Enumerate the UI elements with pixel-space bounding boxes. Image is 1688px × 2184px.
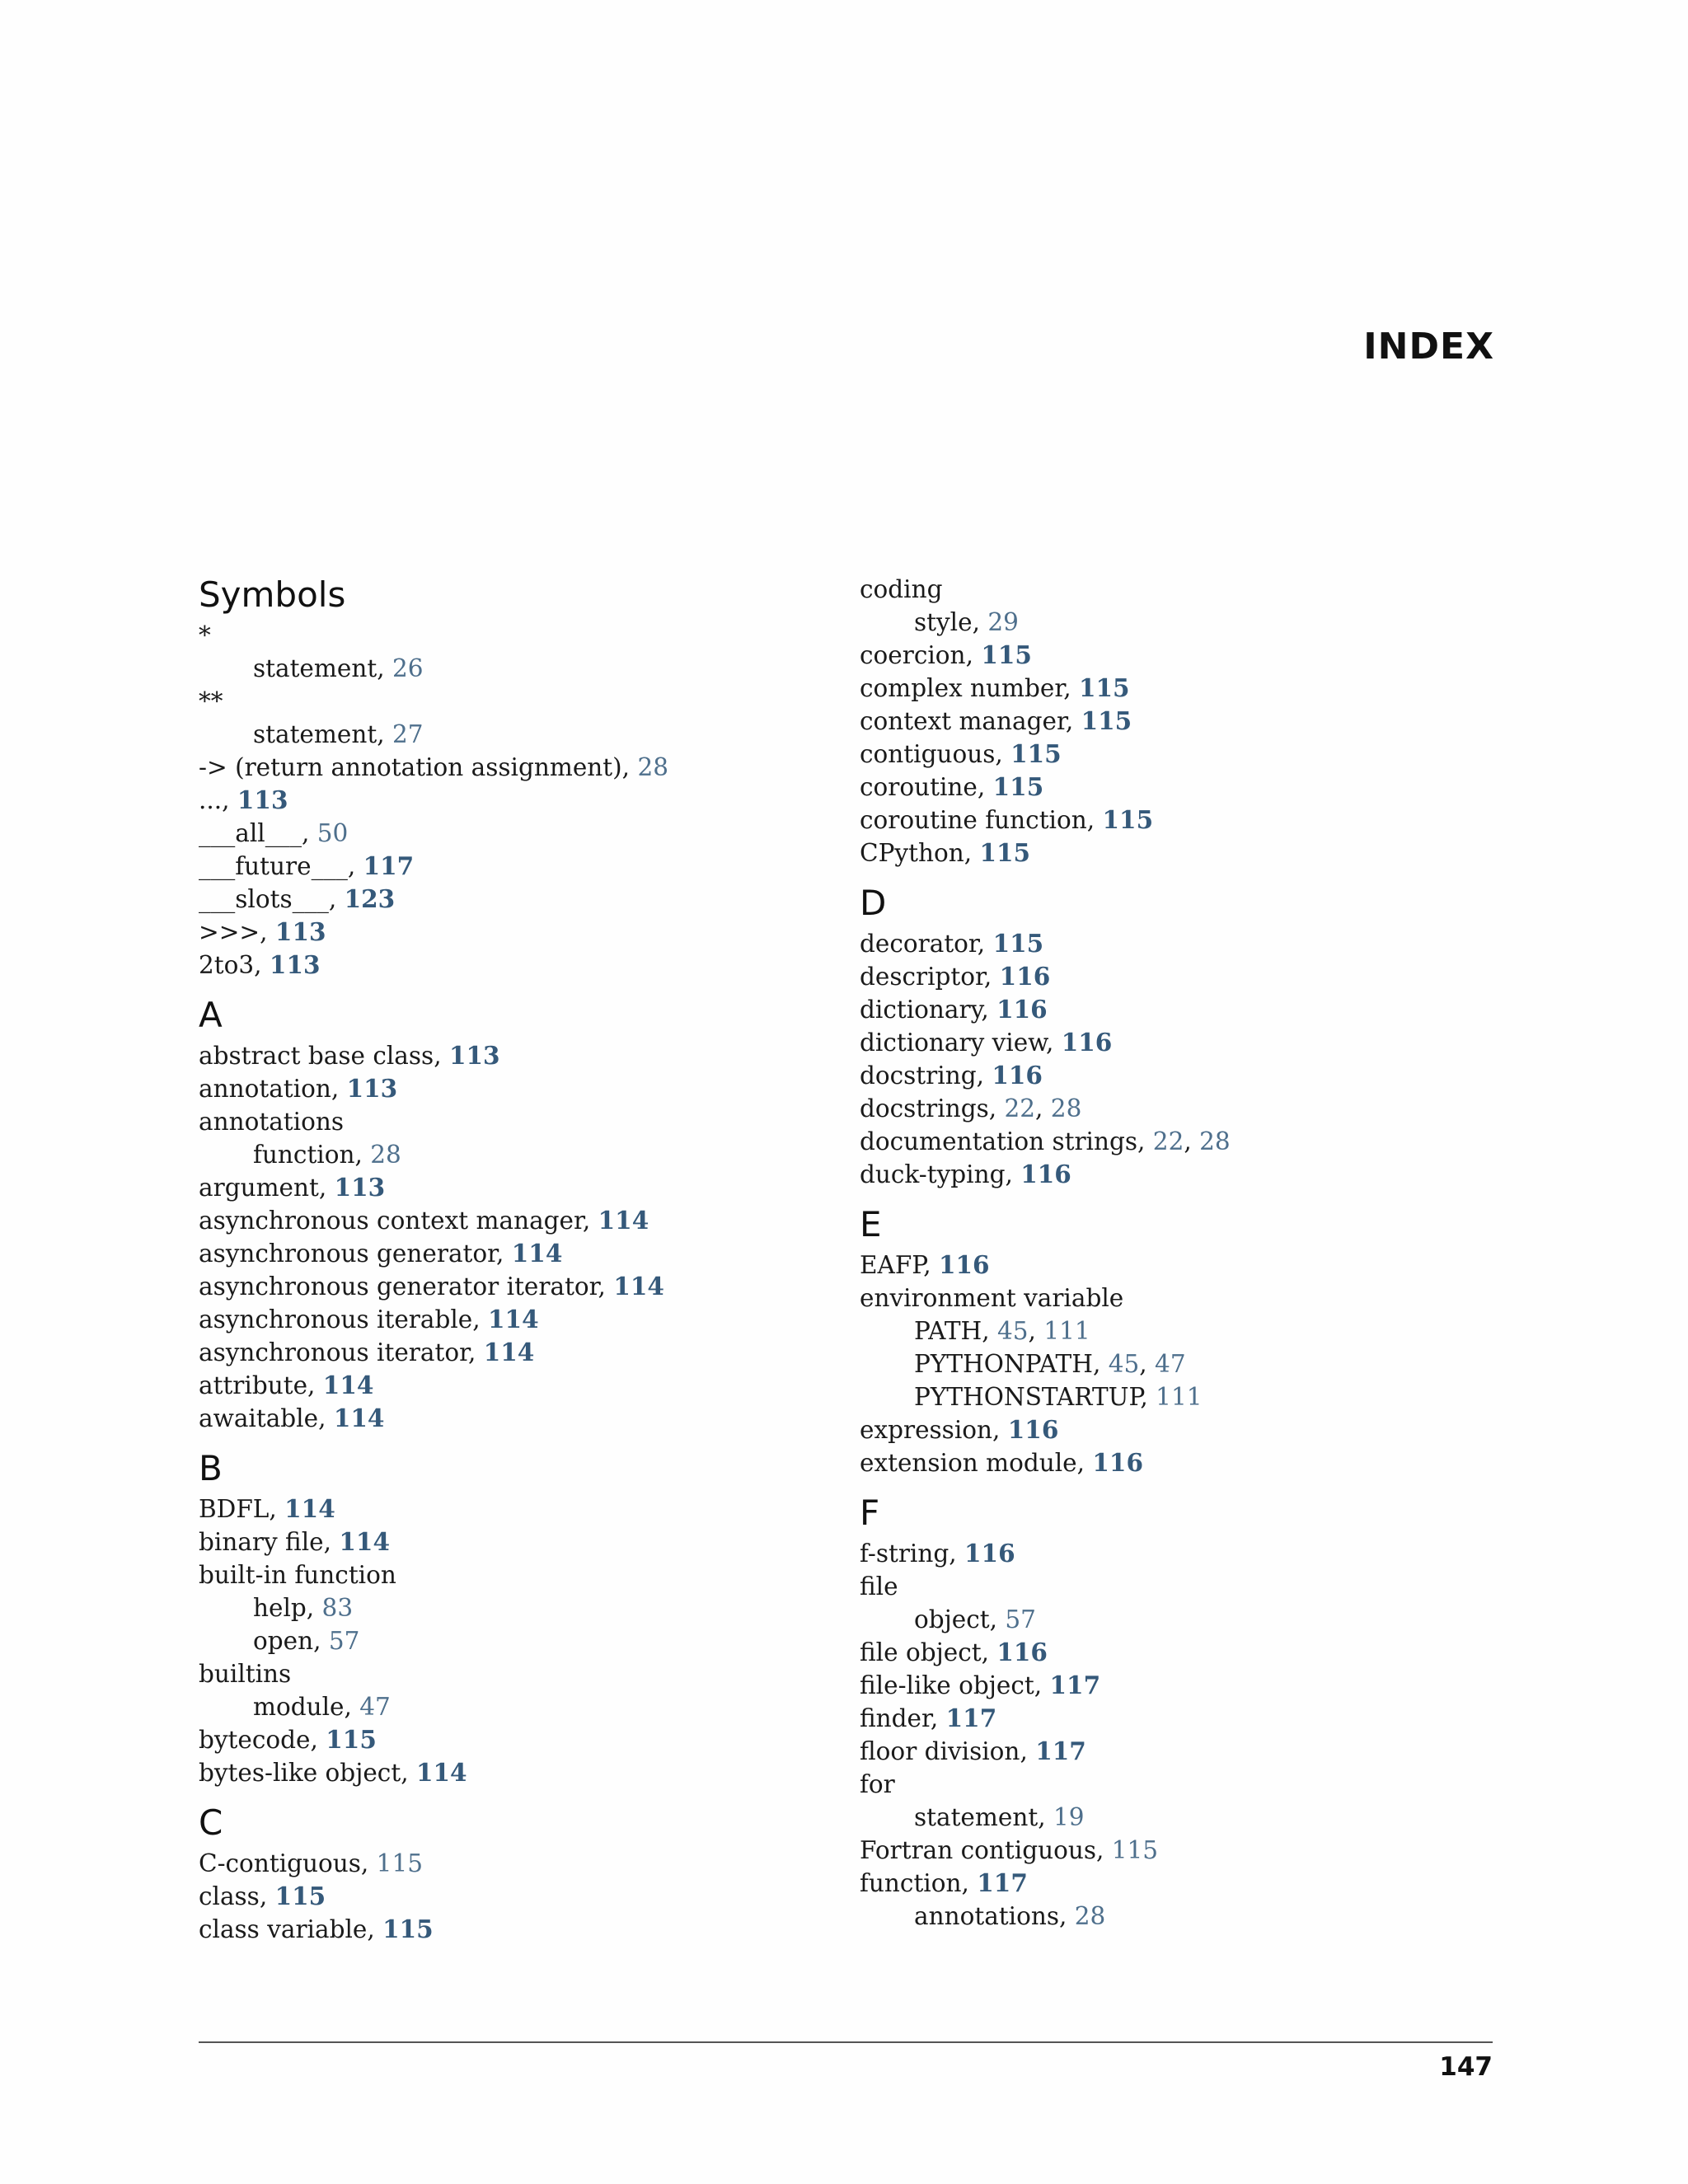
index-entry: BDFL, 114	[199, 1494, 335, 1523]
index-term: contiguous	[860, 740, 996, 768]
page-reference-link[interactable]: 115	[981, 640, 1032, 669]
page-reference-link[interactable]: 117	[363, 851, 415, 880]
index-term: statement	[253, 720, 377, 748]
index-subentry: statement, 26	[253, 654, 424, 682]
index-entry: file-like object, 117	[860, 1671, 1101, 1699]
index-term: documentation strings	[860, 1127, 1138, 1155]
index-term: PATH	[914, 1317, 982, 1345]
page-reference-link[interactable]: 115	[1102, 805, 1154, 834]
index-term: function	[860, 1869, 962, 1897]
index-term: finder	[860, 1704, 931, 1732]
index-term: bytes-like object	[199, 1759, 401, 1787]
index-term: dictionary	[860, 996, 982, 1024]
page-reference-link[interactable]: 116	[996, 1638, 1048, 1666]
page-reference-link[interactable]: 115	[376, 1849, 423, 1877]
index-entry: dictionary view, 116	[860, 1028, 1113, 1057]
index-entry: bytes-like object, 114	[199, 1758, 467, 1787]
page-reference-link[interactable]: 123	[344, 884, 396, 913]
page-reference-link[interactable]: 116	[996, 995, 1048, 1024]
index-term: asynchronous iterator	[199, 1338, 468, 1366]
page-reference-link[interactable]: 57	[1005, 1605, 1036, 1633]
page-reference-link[interactable]: 115	[992, 772, 1044, 801]
page-reference-link[interactable]: 114	[322, 1371, 374, 1399]
index-subentry: open, 57	[253, 1627, 360, 1655]
index-column-right	[860, 573, 1486, 1933]
page-reference-link[interactable]: 113	[448, 1041, 500, 1070]
index-entry: expression, 116	[860, 1415, 1059, 1444]
page-reference-link[interactable]: 114	[598, 1206, 649, 1235]
index-entry	[860, 1282, 1486, 1315]
index-entry: coroutine, 115	[860, 772, 1044, 801]
index-subentry: PYTHONSTARTUP, 111	[914, 1383, 1203, 1411]
page-title: INDEX	[1363, 326, 1494, 368]
index-term: class variable	[199, 1915, 368, 1943]
page-reference-link[interactable]: 115	[979, 838, 1031, 867]
page-reference-link[interactable]: 28	[370, 1141, 401, 1169]
page-reference-link[interactable]: 117	[977, 1868, 1028, 1897]
index-entry: bytecode, 115	[199, 1725, 377, 1754]
index-entry: -> (return annotation assignment), 28	[199, 753, 668, 781]
index-term: coercion	[860, 641, 966, 669]
index-term: descriptor	[860, 963, 984, 991]
index-term: coding	[860, 575, 943, 603]
page-reference-link[interactable]: 28	[637, 753, 668, 781]
index-term: object	[914, 1605, 990, 1633]
page-reference-link[interactable]: 22	[1152, 1127, 1184, 1155]
index-entry: asynchronous generator, 114	[199, 1239, 563, 1268]
section-heading: F	[860, 1493, 880, 1533]
index-entry	[860, 1570, 1486, 1603]
index-term: context manager	[860, 707, 1066, 735]
page-reference-link[interactable]: 28	[1199, 1127, 1231, 1155]
index-entry: coercion, 115	[860, 640, 1032, 669]
index-entry	[199, 1657, 825, 1690]
index-term: statement	[914, 1803, 1039, 1831]
index-term: ___slots___	[199, 885, 329, 913]
index-entry: finder, 117	[860, 1704, 997, 1732]
index-term: ...	[199, 786, 223, 814]
index-term: >>>	[199, 918, 260, 946]
index-term: ___all___	[199, 819, 302, 847]
index-entry: ___all___, 50	[199, 819, 349, 847]
index-entry: function, 117	[860, 1868, 1028, 1897]
index-term: asynchronous generator	[199, 1240, 497, 1268]
page-reference-link[interactable]: 115	[1010, 739, 1062, 768]
page-reference-link[interactable]: 27	[392, 720, 424, 748]
index-subentry: help, 83	[253, 1594, 354, 1622]
index-entry: Fortran contiguous, 115	[860, 1836, 1159, 1864]
section-heading: E	[860, 1204, 882, 1244]
index-subentry: annotations, 28	[914, 1902, 1106, 1930]
index-term: annotation	[199, 1075, 331, 1103]
page-reference-link[interactable]: 115	[1111, 1836, 1159, 1864]
section-heading: A	[199, 995, 223, 1035]
page-reference-link[interactable]: 22	[1004, 1094, 1036, 1122]
index-entry: asynchronous generator iterator, 114	[199, 1272, 664, 1301]
index-entry: ___slots___, 123	[199, 884, 396, 913]
index-term: class	[199, 1882, 260, 1910]
index-entry: documentation strings, 22, 28	[860, 1127, 1231, 1155]
page-reference-link[interactable]: 114	[415, 1758, 467, 1787]
page-reference-link[interactable]: 28	[1050, 1094, 1082, 1122]
page-reference-link[interactable]: 111	[1156, 1383, 1203, 1411]
index-column-left	[199, 573, 825, 1946]
page-reference-link[interactable]: 117	[945, 1704, 997, 1732]
index-term: file	[860, 1572, 898, 1601]
index-subentry: object, 57	[914, 1605, 1036, 1633]
index-entry	[199, 685, 825, 718]
index-term: decorator	[860, 930, 978, 958]
index-term: CPython	[860, 839, 964, 867]
index-entry: file object, 116	[860, 1638, 1048, 1666]
page-reference-link[interactable]: 116	[1007, 1415, 1059, 1444]
index-term: coroutine	[860, 773, 978, 801]
page-reference-link[interactable]: 50	[316, 819, 349, 847]
index-entry: complex number, 115	[860, 673, 1130, 702]
index-entry: duck-typing, 116	[860, 1160, 1071, 1188]
index-entry: decorator, 115	[860, 929, 1044, 958]
page-reference-link[interactable]: 115	[326, 1725, 377, 1754]
index-term: annotations	[199, 1108, 344, 1136]
index-term: for	[860, 1770, 895, 1798]
index-entry: asynchronous iterable, 114	[199, 1305, 539, 1333]
index-term: bytecode	[199, 1726, 311, 1754]
index-entry: floor division, 117	[860, 1736, 1086, 1765]
index-entry: class variable, 115	[199, 1915, 434, 1943]
index-entry: EAFP, 116	[860, 1250, 990, 1279]
index-entry: C-contiguous, 115	[199, 1849, 423, 1877]
index-term: duck-typing	[860, 1160, 1006, 1188]
index-term: asynchronous iterable	[199, 1305, 473, 1333]
page-reference-link[interactable]: 83	[321, 1594, 354, 1622]
index-entry	[860, 573, 1486, 606]
index-term: annotations	[914, 1902, 1059, 1930]
section-heading: Symbols	[199, 574, 346, 615]
page-reference-link[interactable]: 114	[284, 1494, 335, 1523]
page-reference-link[interactable]: 117	[1049, 1671, 1101, 1699]
index-entry: abstract base class, 113	[199, 1041, 500, 1070]
index-term: f-string	[860, 1540, 950, 1568]
page-reference-link[interactable]: 113	[269, 950, 321, 979]
page-reference-link[interactable]: 116	[964, 1539, 1015, 1568]
index-subentry: function, 28	[253, 1141, 401, 1169]
index-term: argument	[199, 1174, 319, 1202]
index-entry: CPython, 115	[860, 838, 1031, 867]
index-term: binary file	[199, 1528, 324, 1556]
index-entry: extension module, 116	[860, 1448, 1143, 1477]
index-entry: asynchronous context manager, 114	[199, 1206, 649, 1235]
index-term: environment variable	[860, 1284, 1124, 1312]
index-term: ___future___	[199, 852, 348, 880]
index-term: extension module	[860, 1449, 1077, 1477]
page-reference-link[interactable]: 116	[938, 1250, 990, 1279]
index-entry: argument, 113	[199, 1173, 386, 1202]
page-reference-link[interactable]: 116	[992, 1061, 1043, 1090]
page-reference-link[interactable]: 114	[613, 1272, 664, 1301]
section-heading: B	[199, 1448, 223, 1488]
page-reference-link[interactable]: 114	[488, 1305, 539, 1333]
page-reference-link[interactable]: 113	[346, 1074, 398, 1103]
index-term: EAFP	[860, 1251, 924, 1279]
page-reference-link[interactable]: 116	[1061, 1028, 1113, 1057]
index-term: complex number	[860, 674, 1064, 702]
index-term: asynchronous generator iterator	[199, 1272, 598, 1301]
index-entry: coroutine function, 115	[860, 805, 1154, 834]
index-term: function	[253, 1141, 355, 1169]
index-term: C-contiguous	[199, 1849, 361, 1877]
page-reference-link[interactable]: 47	[1155, 1350, 1186, 1378]
index-term: -> (return annotation assignment)	[199, 753, 622, 781]
index-subentry: PYTHONPATH, 45, 47	[914, 1350, 1186, 1378]
index-entry: attribute, 114	[199, 1371, 374, 1399]
index-term: attribute	[199, 1371, 308, 1399]
index-term: expression	[860, 1416, 993, 1444]
index-entry: dictionary, 116	[860, 995, 1048, 1024]
index-term: asynchronous context manager	[199, 1207, 583, 1235]
index-entry: context manager, 115	[860, 706, 1132, 735]
index-term: help	[253, 1594, 307, 1622]
index-term: style	[914, 608, 973, 636]
index-term: open	[253, 1627, 314, 1655]
index-subentry: module, 47	[253, 1693, 391, 1721]
index-entry: class, 115	[199, 1882, 326, 1910]
index-entry: awaitable, 114	[199, 1404, 385, 1432]
page-reference-link[interactable]: 115	[1079, 673, 1130, 702]
index-term: PYTHONPATH	[914, 1350, 1093, 1378]
index-term: floor division	[860, 1737, 1020, 1765]
index-entry: ___future___, 117	[199, 851, 415, 880]
page-reference-link[interactable]: 114	[339, 1527, 390, 1556]
index-term: *	[199, 621, 211, 649]
page-reference-link[interactable]: 117	[1035, 1736, 1086, 1765]
page-reference-link[interactable]: 113	[237, 785, 288, 814]
page-reference-link[interactable]: 113	[274, 917, 326, 946]
index-term: module	[253, 1693, 345, 1721]
footer-rule	[199, 2041, 1493, 2043]
page-reference-link[interactable]: 116	[1092, 1448, 1143, 1477]
page-reference-link[interactable]: 115	[274, 1882, 326, 1910]
index-subentry: statement, 19	[914, 1803, 1085, 1831]
page-reference-link[interactable]: 26	[392, 654, 424, 682]
index-entry: docstrings, 22, 28	[860, 1094, 1082, 1122]
index-term: **	[199, 687, 223, 715]
index-entry	[199, 1105, 825, 1138]
index-term: coroutine function	[860, 806, 1087, 834]
section-heading: D	[860, 883, 887, 923]
index-entry: 2to3, 113	[199, 950, 321, 979]
index-entry	[199, 1558, 825, 1591]
index-subentry: PATH, 45, 111	[914, 1317, 1090, 1345]
page-reference-link[interactable]: 114	[333, 1404, 385, 1432]
index-term: file-like object	[860, 1671, 1034, 1699]
page-reference-link[interactable]: 29	[987, 608, 1019, 636]
index-entry: descriptor, 116	[860, 962, 1051, 991]
index-entry: binary file, 114	[199, 1527, 390, 1556]
index-term: docstring	[860, 1062, 977, 1090]
index-term: abstract base class	[199, 1042, 434, 1070]
page-reference-link[interactable]: 114	[511, 1239, 563, 1268]
page-reference-link[interactable]: 47	[359, 1693, 391, 1721]
index-entry: contiguous, 115	[860, 739, 1062, 768]
index-entry: asynchronous iterator, 114	[199, 1338, 535, 1366]
index-term: PYTHONSTARTUP	[914, 1383, 1141, 1411]
page-reference-link[interactable]: 115	[992, 929, 1044, 958]
page-reference-link[interactable]: 28	[1074, 1902, 1106, 1930]
index-term: built-in function	[199, 1561, 396, 1589]
index-term: docstrings	[860, 1094, 989, 1122]
index-entry: f-string, 116	[860, 1539, 1015, 1568]
index-term: Fortran contiguous	[860, 1836, 1096, 1864]
page-reference-link[interactable]: 114	[483, 1338, 535, 1366]
index-entry: >>>, 113	[199, 917, 326, 946]
index-entry	[199, 619, 825, 652]
index-term: file object	[860, 1638, 982, 1666]
page-reference-link[interactable]: 45	[997, 1317, 1029, 1345]
section-heading: C	[199, 1802, 223, 1843]
index-term: 2to3	[199, 951, 255, 979]
index-term: builtins	[199, 1660, 292, 1688]
index-term: BDFL	[199, 1495, 270, 1523]
index-subentry: statement, 27	[253, 720, 424, 748]
page-number: 147	[1439, 2052, 1493, 2082]
page-reference-link[interactable]: 45	[1108, 1350, 1140, 1378]
page-reference-link[interactable]: 57	[328, 1627, 360, 1655]
index-entry: annotation, 113	[199, 1074, 398, 1103]
page-reference-link[interactable]: 115	[382, 1915, 434, 1943]
index-subentry: style, 29	[914, 608, 1019, 636]
page-reference-link[interactable]: 116	[1020, 1160, 1071, 1188]
index-entry: ..., 113	[199, 785, 288, 814]
page-reference-link[interactable]: 113	[334, 1173, 386, 1202]
index-term: statement	[253, 654, 377, 682]
index-term: awaitable	[199, 1404, 319, 1432]
index-term: dictionary view	[860, 1029, 1046, 1057]
page-reference-link[interactable]: 115	[1081, 706, 1132, 735]
page-reference-link[interactable]: 19	[1053, 1803, 1085, 1831]
page-reference-link[interactable]: 111	[1043, 1317, 1090, 1345]
index-entry: docstring, 116	[860, 1061, 1043, 1090]
index-entry	[860, 1768, 1486, 1801]
page-reference-link[interactable]: 116	[999, 962, 1051, 991]
